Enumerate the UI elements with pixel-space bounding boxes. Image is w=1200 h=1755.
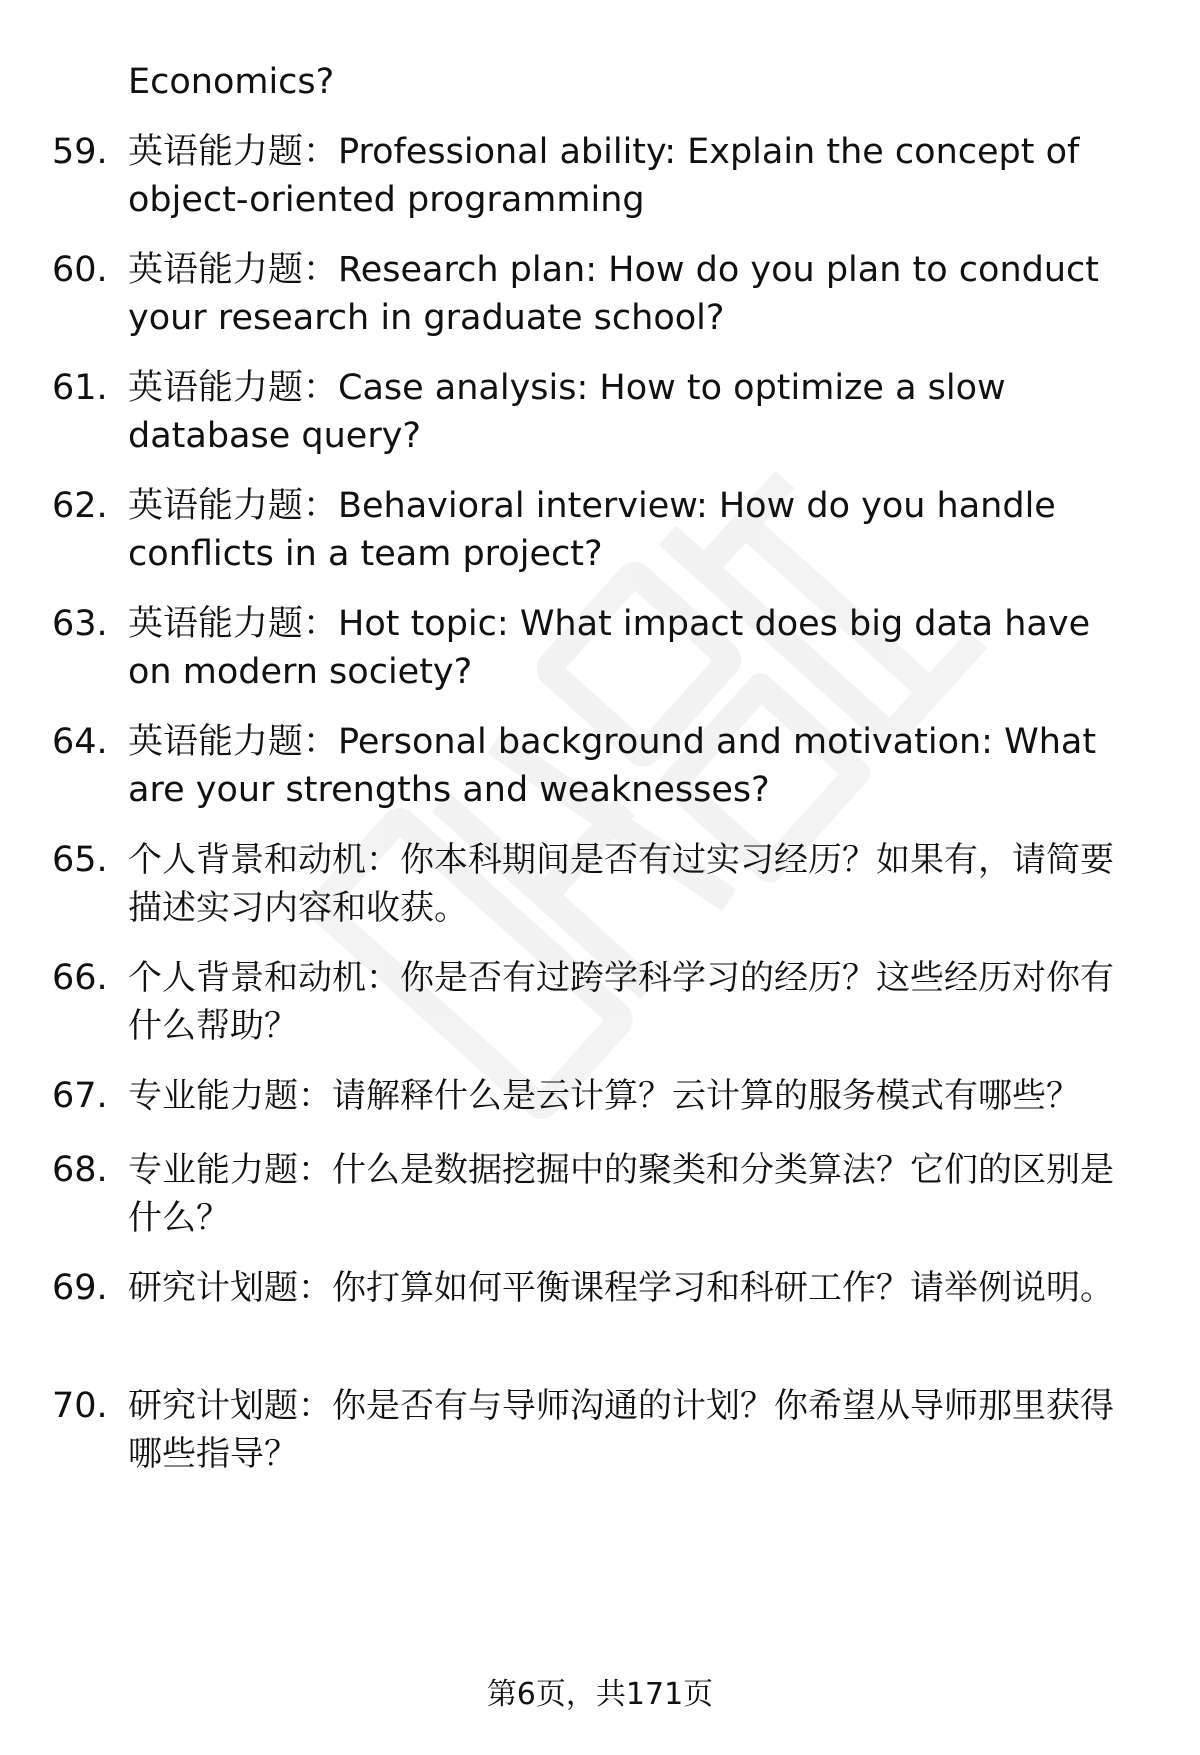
item-number: 64. <box>52 722 108 762</box>
item-number: 63. <box>52 604 108 644</box>
item-number: 70. <box>52 1386 108 1426</box>
item-number: 59. <box>52 132 108 172</box>
item-text: 专业能力题：请解释什么是云计算？云计算的服务模式有哪些？ <box>128 1076 1080 1116</box>
item-text: 英语能力题：Hot topic: What impact does big data have on modern society? <box>128 604 1091 692</box>
item-text: 个人背景和动机：你是否有过跨学科学习的经历？这些经历对你有什么帮助？ <box>128 958 1114 1046</box>
item-number: 60. <box>52 250 108 290</box>
item-number: 65. <box>52 840 108 880</box>
item-text: 英语能力题：Research plan: How do you plan to conduct your research in graduate school? <box>128 250 1099 338</box>
item-number: 62. <box>52 486 108 526</box>
item-text: 英语能力题：Case analysis: How to optimize a slow database query? <box>128 368 1006 456</box>
item-number: 66. <box>52 958 108 998</box>
item-text: 个人背景和动机：你本科期间是否有过实习经历？如果有，请简要描述实习内容和收获。 <box>128 840 1114 928</box>
item-text: 英语能力题：Behavioral interview: How do you handle conflicts in a team project? <box>128 486 1056 574</box>
item-number: 68. <box>52 1150 108 1190</box>
continuation-text: Economics? <box>128 62 335 102</box>
item-text: 英语能力题：Personal background and motivation: What are your strengths and weaknesses? <box>128 722 1097 810</box>
item-text: 研究计划题：你是否有与导师沟通的计划？你希望从导师那里获得哪些指导？ <box>128 1386 1114 1474</box>
item-text: 专业能力题：什么是数据挖掘中的聚类和分类算法？它们的区别是什么？ <box>128 1150 1114 1238</box>
item-number: 61. <box>52 368 108 408</box>
item-text: 研究计划题：你打算如何平衡课程学习和科研工作？请举例说明。 <box>128 1268 1114 1308</box>
page-footer: 第6页，共171页 <box>486 1677 714 1712</box>
item-text: 英语能力题：Professional ability: Explain the concept of object-oriented programming <box>128 132 1080 220</box>
item-number: 67. <box>52 1076 108 1116</box>
item-number: 69. <box>52 1268 108 1308</box>
